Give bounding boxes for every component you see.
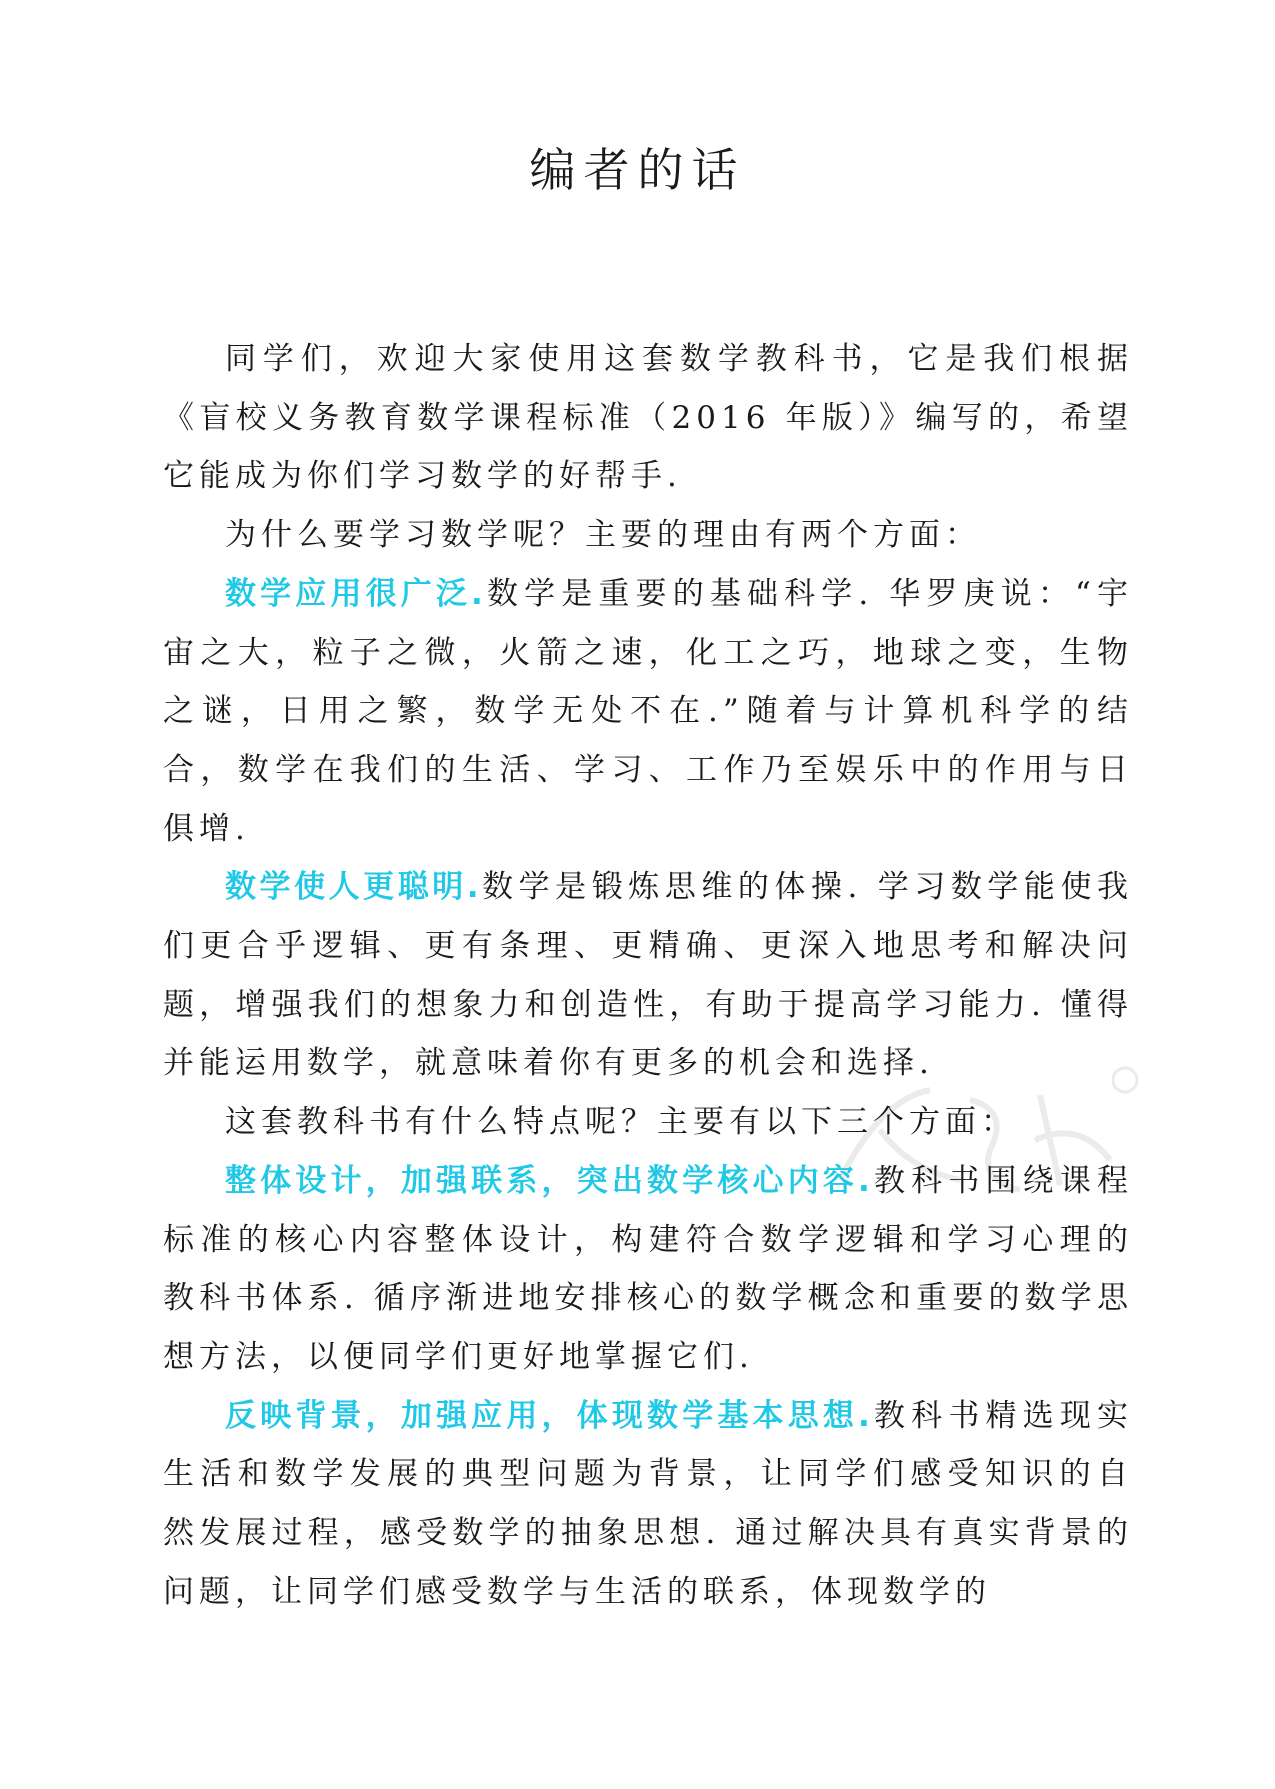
paragraph-text: 为什么要学习数学呢？主要的理由有两个方面： <box>225 517 981 554</box>
paragraph-text: 数学是重要的基础科学. 华罗庚说：“宇宙之大，粒子之微，火箭之速，化工之巧，地球之变，生物之谜，日用之繁，数学无处不在.”随着与计算机科学的结合，数学在我们的生活、学习、工作乃至娱乐中的作用与日俱增. <box>163 575 1133 847</box>
paragraph-text: 教科书精选现实生活和数学发展的典型问题为背景，让同学们感受知识的自然发展过程，感受数学的抽象思想. 通过解决具有真实背景的问题，让同学们感受数学与生活的联系，体现数学的 <box>163 1397 1133 1610</box>
paragraph-reason-1 <box>163 565 1133 859</box>
paragraph-feature-1 <box>163 1152 1133 1387</box>
preface-body <box>163 330 1133 1621</box>
paragraph-text: 数学是锻炼思维的体操. 学习数学能使我们更合乎逻辑、更有条理、更精确、更深入地思考和解决问题，增强我们的想象力和创造性，有助于提高学习能力. 懂得并能运用数学，就意味着你有更多的机会和选择. <box>163 869 1133 1082</box>
paragraph-text: 同学们，欢迎大家使用这套数学教科书，它是我们根据《盲校义务教育数学课程标准（2016 年版）》编写的，希望它能成为你们学习数学的好帮手. <box>163 341 1133 495</box>
paragraph-why <box>163 506 1133 565</box>
paragraph-text: 教科书围绕课程标准的核心内容整体设计，构建符合数学逻辑和学习心理的教科书体系. 循序渐进地安排核心的数学概念和重要的数学思想方法，以便同学们更好地掌握它们. <box>163 1162 1133 1375</box>
page-title: 编者的话 <box>529 143 746 197</box>
paragraph-text: 这套教科书有什么特点呢？主要有以下三个方面： <box>225 1104 1017 1141</box>
paragraph-feature-2 <box>163 1387 1133 1622</box>
paragraph-highlight: 反映背景，加强应用，体现数学基本思想. <box>225 1397 873 1434</box>
paragraph-features <box>163 1093 1133 1152</box>
paragraph-reason-2 <box>163 858 1133 1093</box>
paragraph-highlight: 数学应用很广泛. <box>225 575 486 612</box>
paragraph-highlight: 整体设计，加强联系，突出数学核心内容. <box>225 1162 873 1199</box>
paragraph-highlight: 数学使人更聪明. <box>225 869 482 906</box>
paragraph-intro <box>163 330 1133 506</box>
